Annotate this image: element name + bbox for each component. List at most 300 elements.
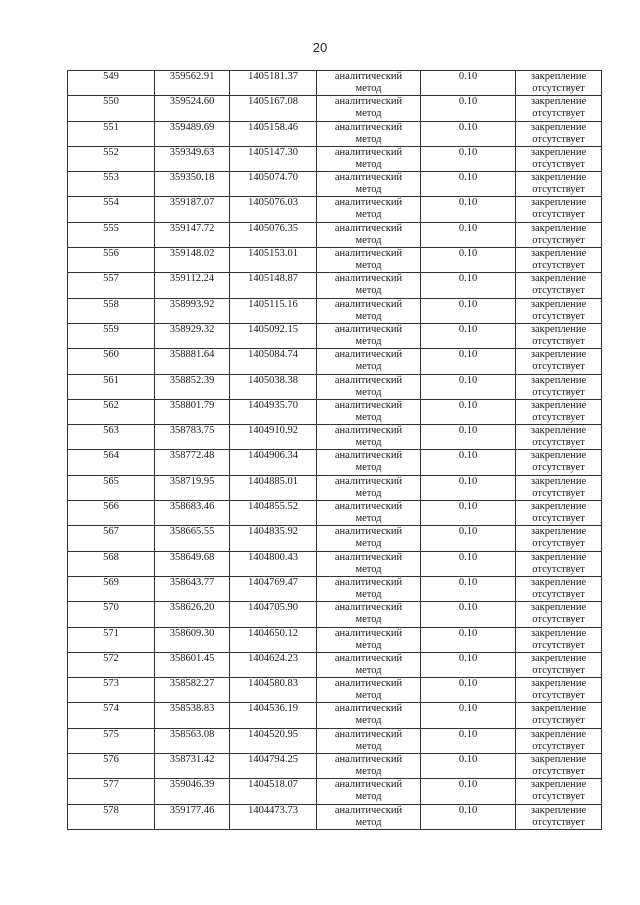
accuracy-value: 0.10 <box>421 754 516 779</box>
determination-method-line: метод <box>355 791 382 803</box>
determination-method <box>317 602 421 627</box>
determination-method-line: метод <box>355 335 382 347</box>
fixing-description-line: отсутствует <box>532 310 585 322</box>
point-number: 551 <box>68 121 155 146</box>
fixing-description-line: закрепление <box>530 323 587 335</box>
coordinate-x: 358649.68 <box>155 551 230 576</box>
accuracy-value: 0.10 <box>421 172 516 197</box>
accuracy-value: 0.10 <box>421 197 516 222</box>
fixing-description-line: отсутствует <box>532 664 585 676</box>
determination-method-line: метод <box>355 83 382 94</box>
determination-method <box>317 374 421 399</box>
determination-method-line: метод <box>355 158 382 170</box>
determination-method-line: аналитический <box>334 475 403 487</box>
determination-method-line: аналитический <box>334 71 403 82</box>
coordinate-y: 1404800.43 <box>230 551 317 576</box>
determination-method-line: метод <box>355 386 382 398</box>
table-row <box>68 703 602 728</box>
determination-method <box>317 172 421 197</box>
determination-method-line: аналитический <box>334 678 403 690</box>
fixing-description-line: закрепление <box>530 450 587 462</box>
fixing-description-line: отсутствует <box>532 437 585 449</box>
determination-method <box>317 526 421 551</box>
point-number: 566 <box>68 501 155 526</box>
fixing-description-line: отсутствует <box>532 639 585 651</box>
fixing-description <box>516 576 602 601</box>
fixing-description-line: закрепление <box>530 678 587 690</box>
accuracy-value: 0.10 <box>421 804 516 829</box>
fixing-description-line: отсутствует <box>532 563 585 575</box>
coordinate-y: 1404794.25 <box>230 754 317 779</box>
determination-method <box>317 71 421 96</box>
coordinate-x: 358609.30 <box>155 627 230 652</box>
fixing-description-line: закрепление <box>530 501 587 513</box>
fixing-description-line: отсутствует <box>532 209 585 221</box>
coordinate-y: 1404835.92 <box>230 526 317 551</box>
fixing-description-line: отсутствует <box>532 335 585 347</box>
accuracy-value: 0.10 <box>421 222 516 247</box>
coordinate-x: 358538.83 <box>155 703 230 728</box>
fixing-description <box>516 425 602 450</box>
accuracy-value: 0.10 <box>421 501 516 526</box>
accuracy-value: 0.10 <box>421 349 516 374</box>
determination-method-line: аналитический <box>334 222 403 234</box>
determination-method-line: аналитический <box>334 804 403 816</box>
determination-method <box>317 627 421 652</box>
determination-method-line: аналитический <box>334 501 403 513</box>
coordinate-x: 359046.39 <box>155 779 230 804</box>
determination-method-line: метод <box>355 766 382 778</box>
coordinate-x: 359489.69 <box>155 121 230 146</box>
fixing-description-line: отсутствует <box>532 108 585 120</box>
coordinate-x: 359187.07 <box>155 197 230 222</box>
fixing-description-line: закрепление <box>530 374 587 386</box>
fixing-description-line: закрепление <box>530 652 587 664</box>
coordinate-x: 359524.60 <box>155 96 230 121</box>
determination-method-line: метод <box>355 285 382 297</box>
determination-method-line: метод <box>355 361 382 373</box>
table-row <box>68 71 602 96</box>
fixing-description-line: закрепление <box>530 197 587 209</box>
fixing-description-line: отсутствует <box>532 690 585 702</box>
table-row <box>68 197 602 222</box>
accuracy-value: 0.10 <box>421 96 516 121</box>
point-number: 568 <box>68 551 155 576</box>
determination-method-line: аналитический <box>334 425 403 437</box>
coordinate-x: 358563.08 <box>155 728 230 753</box>
coordinate-x: 358731.42 <box>155 754 230 779</box>
determination-method-line: аналитический <box>334 197 403 209</box>
fixing-description <box>516 248 602 273</box>
coordinate-y: 1404855.52 <box>230 501 317 526</box>
coordinate-y: 1404624.23 <box>230 652 317 677</box>
determination-method-line: аналитический <box>334 248 403 260</box>
point-number: 558 <box>68 298 155 323</box>
fixing-description-line: закрепление <box>530 551 587 563</box>
table-row <box>68 222 602 247</box>
determination-method <box>317 349 421 374</box>
fixing-description-line: закрепление <box>530 96 587 108</box>
determination-method <box>317 501 421 526</box>
fixing-description <box>516 298 602 323</box>
coordinate-y: 1405115.16 <box>230 298 317 323</box>
table-row <box>68 121 602 146</box>
table-row <box>68 526 602 551</box>
fixing-description-line: отсутствует <box>532 158 585 170</box>
determination-method <box>317 323 421 348</box>
determination-method-line: метод <box>355 310 382 322</box>
fixing-description <box>516 349 602 374</box>
table-row <box>68 96 602 121</box>
coordinate-x: 358881.64 <box>155 349 230 374</box>
coordinate-y: 1404906.34 <box>230 450 317 475</box>
determination-method <box>317 222 421 247</box>
determination-method-line: аналитический <box>334 121 403 133</box>
determination-method <box>317 273 421 298</box>
coordinate-y: 1405074.70 <box>230 172 317 197</box>
fixing-description <box>516 96 602 121</box>
determination-method-line: аналитический <box>334 96 403 108</box>
determination-method-line: метод <box>355 690 382 702</box>
determination-method-line: аналитический <box>334 146 403 158</box>
fixing-description <box>516 374 602 399</box>
point-number: 560 <box>68 349 155 374</box>
determination-method <box>317 197 421 222</box>
fixing-description-line: отсутствует <box>532 538 585 550</box>
fixing-description-line: отсутствует <box>532 614 585 626</box>
accuracy-value: 0.10 <box>421 602 516 627</box>
fixing-description-line: закрепление <box>530 121 587 133</box>
determination-method <box>317 298 421 323</box>
fixing-description-line: отсутствует <box>532 588 585 600</box>
point-number: 573 <box>68 678 155 703</box>
determination-method-line: метод <box>355 184 382 196</box>
fixing-description <box>516 703 602 728</box>
determination-method <box>317 146 421 171</box>
fixing-description-line: закрепление <box>530 222 587 234</box>
accuracy-value: 0.10 <box>421 450 516 475</box>
coordinate-x: 359147.72 <box>155 222 230 247</box>
point-number: 550 <box>68 96 155 121</box>
fixing-description-line: отсутствует <box>532 766 585 778</box>
point-number: 555 <box>68 222 155 247</box>
fixing-description <box>516 652 602 677</box>
determination-method-line: аналитический <box>334 323 403 335</box>
fixing-description-line: закрепление <box>530 349 587 361</box>
coordinate-y: 1405147.30 <box>230 146 317 171</box>
table-row <box>68 551 602 576</box>
fixing-description <box>516 627 602 652</box>
accuracy-value: 0.10 <box>421 627 516 652</box>
determination-method-line: метод <box>355 487 382 499</box>
point-number: 559 <box>68 323 155 348</box>
table-row <box>68 627 602 652</box>
determination-method-line: метод <box>355 513 382 525</box>
determination-method <box>317 121 421 146</box>
determination-method <box>317 96 421 121</box>
coordinate-x: 358783.75 <box>155 425 230 450</box>
determination-method-line: метод <box>355 538 382 550</box>
table-row <box>68 273 602 298</box>
fixing-description <box>516 501 602 526</box>
fixing-description-line: закрепление <box>530 475 587 487</box>
coordinate-y: 1405148.87 <box>230 273 317 298</box>
coordinate-y: 1404650.12 <box>230 627 317 652</box>
accuracy-value: 0.10 <box>421 703 516 728</box>
coordinate-y: 1405038.38 <box>230 374 317 399</box>
table-row <box>68 450 602 475</box>
coordinate-x: 358665.55 <box>155 526 230 551</box>
determination-method-line: метод <box>355 209 382 221</box>
fixing-description-line: закрепление <box>530 779 587 791</box>
coordinate-x: 358929.32 <box>155 323 230 348</box>
determination-method <box>317 425 421 450</box>
fixing-description <box>516 804 602 829</box>
table-row <box>68 172 602 197</box>
determination-method-line: метод <box>355 260 382 272</box>
determination-method-line: аналитический <box>334 298 403 310</box>
fixing-description-line: закрепление <box>530 526 587 538</box>
point-number: 576 <box>68 754 155 779</box>
fixing-description-line: отсутствует <box>532 791 585 803</box>
accuracy-value: 0.10 <box>421 526 516 551</box>
accuracy-value: 0.10 <box>421 121 516 146</box>
accuracy-value: 0.10 <box>421 728 516 753</box>
determination-method-line: аналитический <box>334 399 403 411</box>
fixing-description-line: отсутствует <box>532 184 585 196</box>
determination-method <box>317 779 421 804</box>
determination-method-line: аналитический <box>334 627 403 639</box>
coordinate-x: 358719.95 <box>155 475 230 500</box>
coordinate-y: 1405076.03 <box>230 197 317 222</box>
fixing-description-line: закрепление <box>530 576 587 588</box>
determination-method-line: метод <box>355 715 382 727</box>
accuracy-value: 0.10 <box>421 146 516 171</box>
accuracy-value: 0.10 <box>421 298 516 323</box>
accuracy-value: 0.10 <box>421 779 516 804</box>
table-row <box>68 146 602 171</box>
coordinate-x: 359148.02 <box>155 248 230 273</box>
table-row <box>68 501 602 526</box>
table-row <box>68 399 602 424</box>
table-row <box>68 754 602 779</box>
coordinate-y: 1404769.47 <box>230 576 317 601</box>
coordinate-x: 358626.20 <box>155 602 230 627</box>
coordinate-x: 358801.79 <box>155 399 230 424</box>
accuracy-value: 0.10 <box>421 678 516 703</box>
coordinate-y: 1404935.70 <box>230 399 317 424</box>
fixing-description-line: закрепление <box>530 399 587 411</box>
point-number: 549 <box>68 71 155 96</box>
point-number: 552 <box>68 146 155 171</box>
fixing-description <box>516 399 602 424</box>
fixing-description-line: закрепление <box>530 728 587 740</box>
determination-method <box>317 450 421 475</box>
fixing-description <box>516 273 602 298</box>
fixing-description-line: закрепление <box>530 804 587 816</box>
determination-method-line: аналитический <box>334 728 403 740</box>
accuracy-value: 0.10 <box>421 576 516 601</box>
point-number: 578 <box>68 804 155 829</box>
table-row <box>68 804 602 829</box>
point-number: 557 <box>68 273 155 298</box>
accuracy-value: 0.10 <box>421 374 516 399</box>
fixing-description-line: закрепление <box>530 248 587 260</box>
fixing-description <box>516 475 602 500</box>
fixing-description-line: закрепление <box>530 71 587 82</box>
coordinate-y: 1405158.46 <box>230 121 317 146</box>
point-number: 556 <box>68 248 155 273</box>
table-row <box>68 349 602 374</box>
fixing-description-line: отсутствует <box>532 133 585 145</box>
determination-method-line: аналитический <box>334 172 403 184</box>
page-number: 20 <box>312 40 328 55</box>
coordinate-y: 1405167.08 <box>230 96 317 121</box>
fixing-description <box>516 779 602 804</box>
fixing-description-line: закрепление <box>530 298 587 310</box>
point-number: 563 <box>68 425 155 450</box>
fixing-description-line: отсутствует <box>532 361 585 373</box>
accuracy-value: 0.10 <box>421 425 516 450</box>
fixing-description-line: закрепление <box>530 425 587 437</box>
determination-method <box>317 475 421 500</box>
determination-method-line: метод <box>355 108 382 120</box>
coordinate-y: 1405092.15 <box>230 323 317 348</box>
accuracy-value: 0.10 <box>421 273 516 298</box>
fixing-description <box>516 551 602 576</box>
coordinate-y: 1404520.95 <box>230 728 317 753</box>
accuracy-value: 0.10 <box>421 248 516 273</box>
table-row <box>68 678 602 703</box>
determination-method <box>317 248 421 273</box>
fixing-description <box>516 728 602 753</box>
fixing-description <box>516 323 602 348</box>
coordinate-y: 1404518.07 <box>230 779 317 804</box>
coordinate-x: 359349.63 <box>155 146 230 171</box>
accuracy-value: 0.10 <box>421 323 516 348</box>
determination-method-line: аналитический <box>334 576 403 588</box>
point-number: 570 <box>68 602 155 627</box>
accuracy-value: 0.10 <box>421 399 516 424</box>
fixing-description <box>516 172 602 197</box>
coordinates-table <box>67 70 602 830</box>
determination-method-line: метод <box>355 462 382 474</box>
point-number: 571 <box>68 627 155 652</box>
determination-method <box>317 728 421 753</box>
determination-method-line: метод <box>355 614 382 626</box>
coordinate-x: 358582.27 <box>155 678 230 703</box>
fixing-description-line: закрепление <box>530 273 587 285</box>
determination-method-line: аналитический <box>334 273 403 285</box>
point-number: 572 <box>68 652 155 677</box>
coordinate-x: 358852.39 <box>155 374 230 399</box>
fixing-description <box>516 526 602 551</box>
accuracy-value: 0.10 <box>421 475 516 500</box>
fixing-description <box>516 146 602 171</box>
determination-method-line: аналитический <box>334 551 403 563</box>
fixing-description-line: закрепление <box>530 172 587 184</box>
determination-method <box>317 652 421 677</box>
table-row <box>68 602 602 627</box>
determination-method-line: аналитический <box>334 652 403 664</box>
determination-method-line: метод <box>355 437 382 449</box>
determination-method <box>317 804 421 829</box>
determination-method-line: аналитический <box>334 602 403 614</box>
fixing-description <box>516 602 602 627</box>
fixing-description-line: закрепление <box>530 703 587 715</box>
fixing-description-line: отсутствует <box>532 462 585 474</box>
coordinate-x: 359350.18 <box>155 172 230 197</box>
determination-method-line: аналитический <box>334 374 403 386</box>
determination-method-line: метод <box>355 411 382 423</box>
fixing-description-line: отсутствует <box>532 715 585 727</box>
point-number: 565 <box>68 475 155 500</box>
coordinate-x: 359562.91 <box>155 71 230 96</box>
coordinate-y: 1405181.37 <box>230 71 317 96</box>
fixing-description <box>516 222 602 247</box>
determination-method <box>317 399 421 424</box>
fixing-description <box>516 121 602 146</box>
determination-method-line: метод <box>355 588 382 600</box>
point-number: 569 <box>68 576 155 601</box>
point-number: 561 <box>68 374 155 399</box>
point-number: 577 <box>68 779 155 804</box>
determination-method-line: метод <box>355 740 382 752</box>
fixing-description <box>516 197 602 222</box>
table-row <box>68 576 602 601</box>
table-row <box>68 374 602 399</box>
determination-method-line: метод <box>355 563 382 575</box>
point-number: 567 <box>68 526 155 551</box>
determination-method <box>317 551 421 576</box>
fixing-description-line: отсутствует <box>532 386 585 398</box>
fixing-description <box>516 450 602 475</box>
fixing-description <box>516 754 602 779</box>
coordinate-y: 1404473.73 <box>230 804 317 829</box>
fixing-description-line: закрепление <box>530 627 587 639</box>
coordinate-y: 1405076.35 <box>230 222 317 247</box>
coordinate-x: 359177.46 <box>155 804 230 829</box>
fixing-description <box>516 678 602 703</box>
determination-method-line: метод <box>355 664 382 676</box>
fixing-description-line: закрепление <box>530 602 587 614</box>
fixing-description-line: отсутствует <box>532 285 585 297</box>
table-row <box>68 323 602 348</box>
determination-method <box>317 754 421 779</box>
determination-method-line: аналитический <box>334 779 403 791</box>
coordinate-y: 1405153.01 <box>230 248 317 273</box>
determination-method-line: аналитический <box>334 526 403 538</box>
fixing-description <box>516 71 602 96</box>
fixing-description-line: отсутствует <box>532 487 585 499</box>
accuracy-value: 0.10 <box>421 71 516 96</box>
determination-method <box>317 576 421 601</box>
determination-method <box>317 703 421 728</box>
coordinate-y: 1404885.01 <box>230 475 317 500</box>
point-number: 562 <box>68 399 155 424</box>
table-body <box>68 71 602 830</box>
coordinate-x: 358772.48 <box>155 450 230 475</box>
coordinate-x: 358993.92 <box>155 298 230 323</box>
determination-method-line: аналитический <box>334 703 403 715</box>
table-row <box>68 475 602 500</box>
coordinate-y: 1404580.83 <box>230 678 317 703</box>
determination-method-line: аналитический <box>334 349 403 361</box>
fixing-description-line: закрепление <box>530 146 587 158</box>
accuracy-value: 0.10 <box>421 551 516 576</box>
fixing-description-line: отсутствует <box>532 816 585 828</box>
fixing-description-line: отсутствует <box>532 234 585 246</box>
